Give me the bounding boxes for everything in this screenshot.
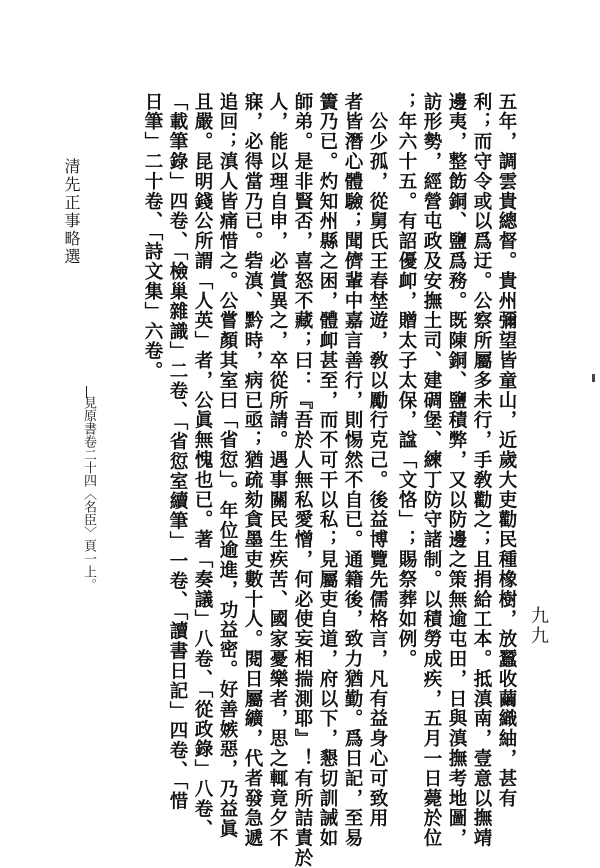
page-number: 九九 [528, 606, 549, 646]
text-column-2: 利；而守令或以爲迂。公察所屬多未行，手敎勸之；且捐給工本。抵滇南，壹意以撫靖 [471, 92, 492, 849]
text-column-7: 者皆潛心體驗；聞儕輩中嘉言善行，則惕然不自已。通籍後，致力猶勤。爲日記，至易 [342, 92, 363, 849]
text-column-8: 簀乃已。灼知州縣之困，體卹甚至，而不可干以私；見屬吏自道，府以下，懇切訓誡如 [317, 92, 338, 849]
text-column-10: 人，能以理自申，必賞異之，卒從所請。遇事關民生疾苦、國家憂樂者，思之輒竟夕不 [267, 92, 288, 849]
source-note: 見原書卷二十四〈名臣〉頁一上。 [81, 396, 96, 591]
text-column-11: 寐，必得當乃已。砦滇、黔時，病已亟；猶疏劾貪墨吏數十人。閱日屬纊，代者發急遞 [242, 92, 263, 849]
text-column-1: 五年，調雲貴總督。貴州彌望皆童山，近歲大吏勸民種橡樹，放蠶收繭織紬，甚有 [496, 92, 517, 809]
text-column-13: 且嚴。昆明錢公所謂「人英」者，公眞無愧也已。著「奏議」八卷、「從政錄」八卷、 [192, 92, 213, 839]
text-column-4: 訪形勢，經營屯政及安撫土司、建碉堡、練丁防守諸制。以積勞成疾，五月一日薨於位 [421, 92, 442, 849]
text-column-3: 邊夷，整飭銅、鹽爲務。既陳銅、鹽積弊，又以防邊之策無逾屯田，日與滇撫考地圖， [446, 92, 467, 849]
text-column-5: ；年六十五。有詔優卹，贈太子太保，諡「文恪」；賜祭葬如例。 [396, 92, 417, 670]
scan-edge-mark [592, 374, 595, 382]
running-header-title: 清先正事略選 [62, 158, 81, 266]
text-column-12: 追回；滇人皆痛惜之。公嘗顏其室曰「省愆」。年位逾進，功益密。好善嫉惡，乃益眞 [217, 92, 238, 839]
text-column-14: 「載筆錄」四卷、「檢巢雜識」二卷、「省愆室續筆」一卷、「讀書日記」四卷、「惜 [167, 92, 188, 812]
text-column-9: 師弟。是非賢否，喜怒不藏；曰：『吾於人無私愛憎，何必使妄相揣測耶』！有所詰責於 [292, 92, 313, 868]
text-column-15: 日筆」二十卷、「詩文集」六卷。 [142, 92, 163, 382]
text-column-6: 公少孤，從舅氏王春埜遊，敎以勵行克己。後益博覽先儒格言，凡有益身心可致用 [367, 92, 388, 829]
